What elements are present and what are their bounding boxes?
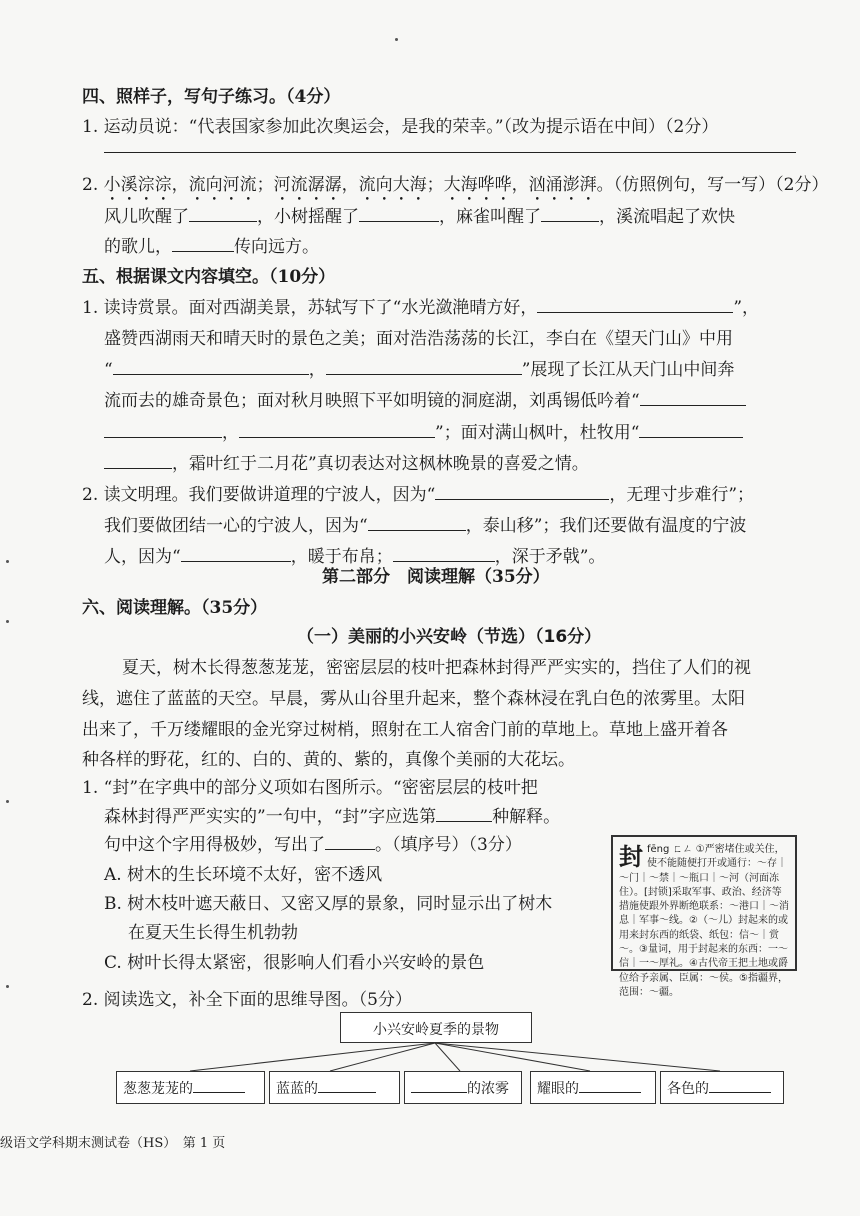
text: ，泰山移”；我们还要做有温度的宁波	[465, 516, 747, 536]
q2-example: 小溪淙淙，流向河流；河流潺潺，流向大海；大海哗哗，汹涌澎湃。	[103, 175, 614, 195]
sec4-q1: 1. 运动员说：“代表国家参加此次奥运会，是我的荣幸。”（改为提示语在中间）（2分）	[82, 117, 719, 137]
passage-subtitle: （一）美丽的小兴安岭（节选）（16分）	[297, 627, 602, 647]
q2-text-f: 传向远方。	[234, 237, 319, 257]
node-text: 葱葱茏茏的	[123, 1081, 193, 1097]
sec6-q1-l1: 1. “封”在字典中的部分义项如右图所示。“密密层层的枝叶把	[82, 778, 538, 798]
q2-text-e: 的歌儿，	[104, 237, 172, 257]
text: 人，因为“	[104, 547, 181, 567]
mindmap-root: 小兴安岭夏季的景物	[340, 1012, 532, 1043]
blank[interactable]	[193, 1079, 245, 1093]
mindmap-node[interactable]	[404, 1071, 522, 1104]
text: 森林封得严严实实的”一句中，“封”字应选第	[104, 807, 437, 827]
blank[interactable]	[709, 1079, 771, 1093]
part2-title: 第二部分 阅读理解（35分）	[322, 567, 550, 587]
passage-line: 出来了，千万缕耀眼的金光穿过树梢，照射在工人宿舍门前的草地上。草地上盛开着各	[82, 720, 728, 740]
mindmap-node[interactable]	[530, 1071, 656, 1104]
mindmap-node[interactable]	[660, 1071, 784, 1104]
text: ，霜叶红于二月花”真切表达对这枫林晚景的喜爱之情。	[172, 454, 589, 474]
binding-hole-mark	[6, 800, 9, 803]
q2-text-b: ，小树摇醒了	[257, 207, 359, 227]
section4-title: 四、照样子，写句子练习。（4分）	[82, 87, 341, 107]
text: 1. 读诗赏景。面对西湖美景，苏轼写下了“水光潋滟晴方好，	[82, 298, 538, 318]
text: 句中这个字用得极妙，写出了	[104, 835, 325, 855]
q2-suffix: （仿照例句，写一写）（2分）	[613, 175, 829, 195]
blank[interactable]	[411, 1079, 467, 1093]
text: 2. 读文明理。我们要做讲道理的宁波人，因为“	[82, 485, 436, 505]
node-text: 的浓雾	[467, 1081, 509, 1097]
q2-text-c: ，麻雀叫醒了	[439, 207, 541, 227]
dict-char: 封	[619, 842, 643, 871]
passage-line: 种各样的野花，红的、白的、黄的、紫的，真像个美丽的大花坛。	[82, 750, 575, 770]
blank[interactable]	[579, 1079, 641, 1093]
text: ”，	[733, 298, 760, 318]
text: 我们要做团结一心的宁波人，因为“	[104, 516, 368, 536]
node-text: 各色的	[667, 1081, 709, 1097]
passage-line: 线，遮住了蓝蓝的天空。早晨，雾从山谷里升起来，整个森林浸在乳白色的浓雾里。太阳	[82, 689, 745, 709]
section5-title: 五、根据课文内容填空。（10分）	[82, 267, 336, 287]
page-footer: 级语文学科期末测试卷（HS） 第 1 页	[0, 1136, 226, 1151]
text: ，深于矛戟”。	[494, 547, 606, 567]
text: ，暖于布帛；	[290, 547, 393, 567]
text: 种解释。	[492, 807, 561, 827]
text: ，	[222, 423, 239, 443]
text: ”；面对满山枫叶，杜牧用“	[435, 423, 640, 443]
section6-title: 六、阅读理解。（35分）	[82, 598, 268, 618]
mindmap-node[interactable]	[269, 1071, 400, 1104]
text: 。（填序号）（3分）	[375, 835, 522, 855]
node-text: 蓝蓝的	[276, 1081, 318, 1097]
option-b[interactable]: B. 树木枝叶遮天蔽日、又密又厚的景象，同时显示出了树木	[104, 894, 553, 914]
q2-text-a: 风儿吹醒了	[104, 207, 189, 227]
scan-mark	[395, 38, 398, 41]
q2-text-d: ，溪流唱起了欢快	[599, 207, 735, 227]
sec5-q1-l2: 盛赞西湖雨天和晴天时的景色之美；面对浩浩荡荡的长江，李白在《望天门山》中用	[104, 329, 733, 349]
text: ，	[308, 360, 326, 380]
text: ，无理寸步难行”；	[609, 485, 755, 505]
binding-hole-mark	[6, 560, 9, 563]
text: ”展现了长江从天门山中间奔	[521, 360, 735, 380]
node-text: 耀眼的	[537, 1081, 579, 1097]
option-b-cont: 在夏天生长得生机勃勃	[128, 923, 298, 943]
mindmap-node[interactable]	[116, 1071, 265, 1104]
sec6-q2: 2. 阅读选文，补全下面的思维导图。（5分）	[82, 990, 412, 1010]
dict-text: fēng ㄈㄥ ①严密堵住或关住，使不能随便打开或通行：～存｜～门｜～禁｜～瓶口｜～河（河面冻住）。[封锁]采取军事、政治、经济等措施使跟外界断绝联系：～港口｜～消息｜军事～线。②（～儿）封起来的或用来封东西的纸袋、纸包：信～｜赏～。③量词，用于封起来的东西：一～信｜一～厚礼。④古代帝王把土地或爵位给予亲属、臣属：～侯。⑤指疆界，范围：～疆。	[619, 844, 789, 998]
text: “	[104, 360, 113, 380]
passage-line: 夏天，树木长得葱葱茏茏，密密层层的枝叶把森林封得严严实实的，挡住了人们的视	[122, 658, 751, 678]
text: 流而去的雄奇景色；面对秋月映照下平如明镜的洞庭湖，刘禹锡低吟着“	[104, 391, 640, 411]
q2-prefix: 2.	[82, 175, 104, 195]
binding-hole-mark	[6, 620, 9, 623]
binding-hole-mark	[6, 985, 9, 988]
option-a[interactable]: A. 树木的生长环境不太好，密不透风	[104, 865, 383, 885]
option-c[interactable]: C. 树叶长得太紧密，很影响人们看小兴安岭的景色	[104, 953, 485, 973]
blank[interactable]	[318, 1079, 376, 1093]
